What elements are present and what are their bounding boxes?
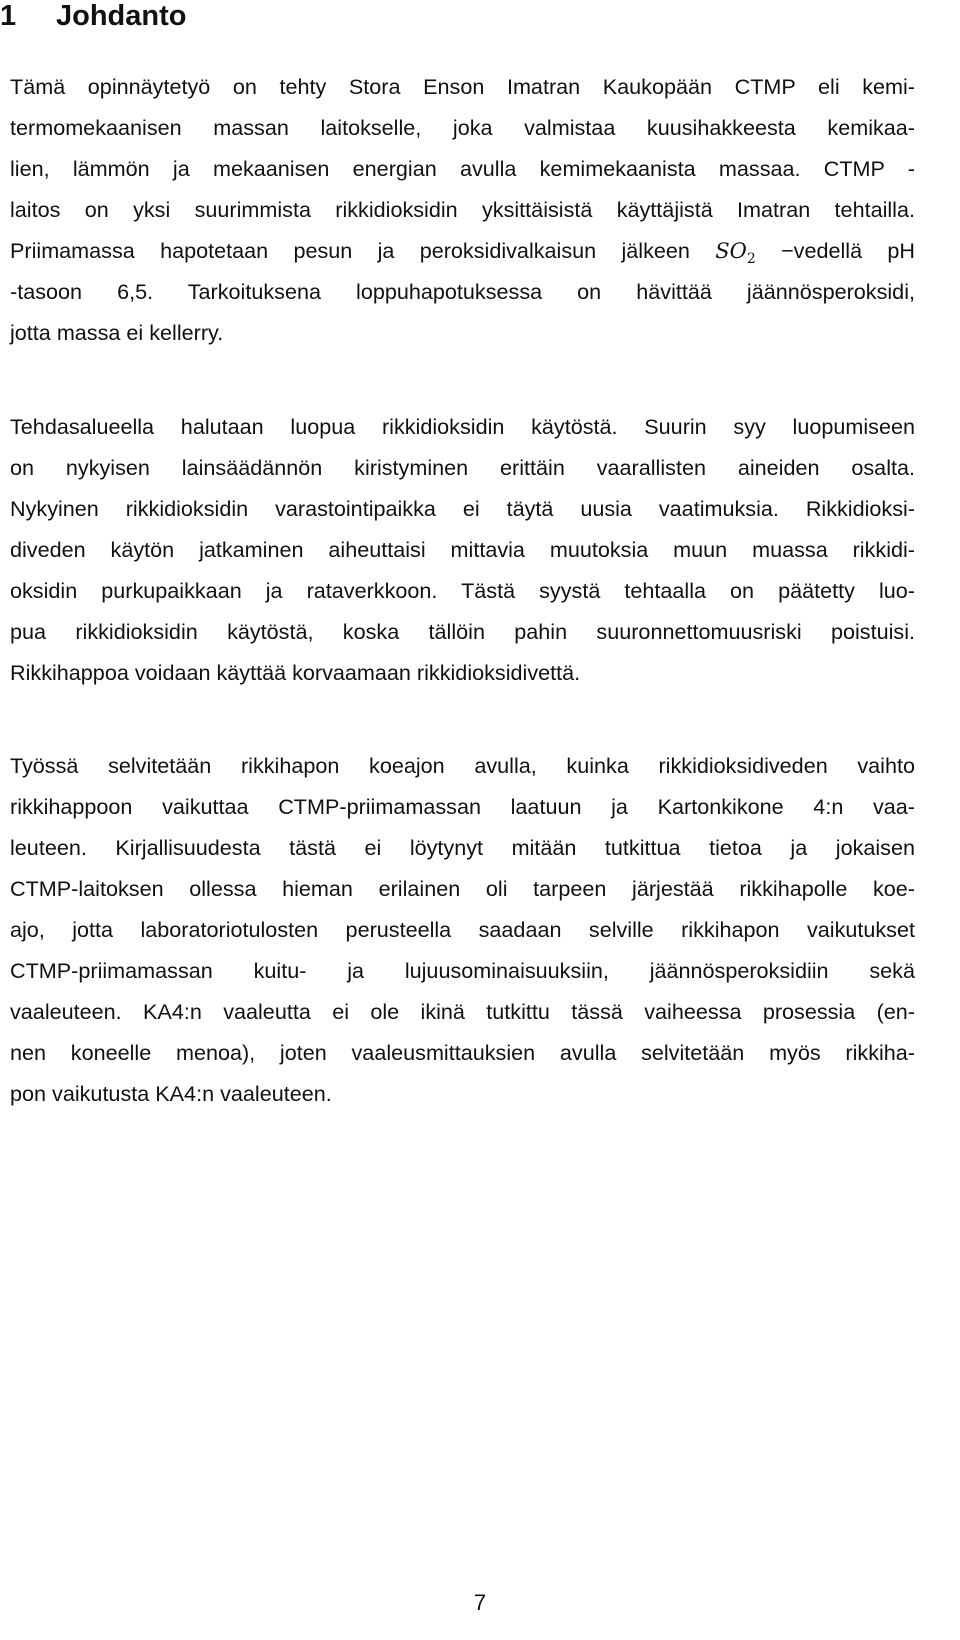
text-line: nen koneelle menoa), joten vaaleusmittauksien avulla selvitetään myös rikkiha-: [10, 1040, 915, 1065]
chapter-heading: [0, 0, 187, 32]
text-line: oksidin purkupaikkaan ja rataverkkoon. Tästä syystä tehtaalla on päätetty luo-: [10, 578, 915, 603]
text-line: Tehdasalueella halutaan luopua rikkidioksidin käytöstä. Suurin syy luopumiseen: [10, 414, 915, 439]
text-line: on nykyisen lainsäädännön kiristyminen erittäin vaarallisten aineiden osalta.: [10, 455, 915, 480]
text-line: pon vaikutusta KA4:n vaaleuteen.: [10, 1081, 332, 1106]
text-line: CTMP-priimamassan kuitu- ja lujuusominaisuuksiin, jäännösperoksidiin sekä: [10, 958, 915, 983]
text-segment: Priimamassa hapotetaan pesun ja peroksidivalkaisun jälkeen: [10, 238, 690, 263]
text-line: lien, lämmön ja mekaanisen energian avulla kemimekaanista massaa. CTMP -: [10, 156, 915, 181]
paragraph-1: [10, 66, 915, 353]
text-line: jotta massa ei kellerry.: [10, 320, 224, 345]
text-line: diveden käytön jatkaminen aiheuttaisi mittavia muutoksia muun muassa rikkidi-: [10, 537, 915, 562]
text-line: -tasoon 6,5. Tarkoituksena loppuhapotuksessa on hävittää jäännösperoksidi,: [10, 279, 915, 304]
formula-subscript: 2: [746, 251, 756, 268]
text-line: CTMP-laitoksen ollessa hieman erilainen oli tarpeen järjestää rikkihapolle koe-: [10, 876, 915, 901]
page-number: 7: [473, 1590, 487, 1615]
text-line: vaaleuteen. KA4:n vaaleutta ei ole ikinä tutkittu tässä vaiheessa prosessia (en-: [10, 999, 915, 1024]
paragraph-2: [10, 406, 915, 693]
text-line: laitos on yksi suurimmista rikkidioksidin yksittäisistä käyttäjistä Imatran tehtailla.: [10, 197, 915, 222]
chapter-number: 1: [0, 0, 17, 32]
text-line-with-formula: [10, 230, 915, 271]
text-line: Rikkihappoa voidaan käyttää korvaamaan rikkidioksidivettä.: [10, 660, 581, 685]
paragraph-3: [10, 745, 915, 1114]
text-line: ajo, jotta laboratoriotulosten perusteella saadaan selville rikkihapon vaikutukset: [10, 917, 915, 942]
text-line: Tämä opinnäytetyö on tehty Stora Enson Imatran Kaukopään CTMP eli kemi-: [10, 74, 915, 99]
text-line: termomekaanisen massan laitokselle, joka valmistaa kuusihakkeesta kemikaa-: [10, 115, 915, 140]
text-segment: −vedellä pH: [781, 238, 916, 263]
text-line: rikkihappoon vaikuttaa CTMP-priimamassan laatuun ja Kartonkikone 4:n vaa-: [10, 794, 915, 819]
text-line: pua rikkidioksidin käytöstä, koska tällöin pahin suuronnettomuusriski poistuisi.: [10, 619, 915, 644]
text-line: leuteen. Kirjallisuudesta tästä ei löytynyt mitään tutkittua tietoa ja jokaisen: [10, 835, 915, 860]
chapter-title: Johdanto: [56, 0, 187, 32]
text-line: Työssä selvitetään rikkihapon koeajon avulla, kuinka rikkidioksidiveden vaihto: [10, 753, 915, 778]
chemical-formula: [715, 239, 756, 268]
formula-base: SO: [715, 239, 747, 263]
text-line: Nykyinen rikkidioksidin varastointipaikka ei täytä uusia vaatimuksia. Rikkidioksi-: [10, 496, 915, 521]
